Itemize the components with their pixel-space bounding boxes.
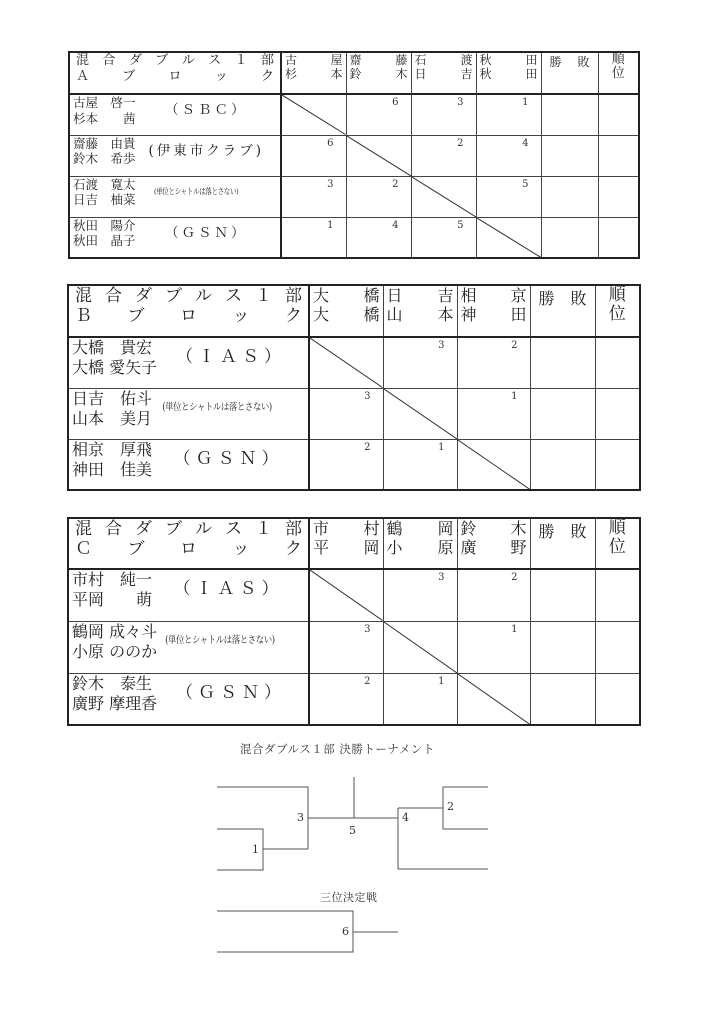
title-char: ッ [214,68,228,84]
win-label: 勝 [538,522,555,541]
club-name: (単位とシャトルは落とさない) [162,402,272,414]
title-char: ブ [165,519,182,539]
pair-name-cell [69,94,281,135]
match-number: 3 [364,390,371,402]
pair-name-cell [68,621,309,673]
player-name: 鶴岡 成々斗 [72,621,158,641]
self-match-cell [457,439,530,490]
win-loss-cell[interactable] [530,569,595,621]
match-cell[interactable] [411,135,476,176]
opponent-surname-char: 鈴 [460,519,477,538]
title-char: ス [225,519,242,539]
pair-name-cell [68,673,309,725]
player-row [68,388,640,439]
opponent-surname-char: 齋 [349,53,362,67]
opponent-surname-char: 杉 [285,67,298,82]
match-number: 1 [438,675,445,687]
match-number: 2 [511,572,518,583]
win-loss-cell[interactable] [530,621,595,673]
match-cell[interactable] [457,569,530,621]
opponent-surname-char: 岡 [363,538,380,558]
title-char: ク [285,306,302,327]
match-cell[interactable] [476,94,541,135]
player-row [69,135,639,176]
title-char: ル [195,286,212,306]
opponent-surname-char: 大 [313,305,330,325]
diagonal-slash [384,389,457,439]
partner-name: 秋田 晶子 [73,233,136,249]
player-row [68,337,640,388]
rank-cell[interactable] [595,569,640,621]
opponent-surname-char: 本 [330,67,343,82]
match-number: 3 [438,340,445,351]
loss-label: 敗 [570,289,587,308]
title-char: ブ [165,286,182,306]
self-match-cell [309,569,383,621]
match-number: 2 [364,441,371,453]
diagonal-slash [458,674,530,725]
player-row [68,569,640,621]
club-name: （ＧＳＮ） [176,682,287,703]
title-char: ス [208,53,222,68]
block-title-cell [69,52,281,94]
diagonal-slash [412,177,476,217]
opponent-surname-char: 鈴 [349,67,362,82]
match-number: 5 [522,178,529,190]
partner-name: 大橋 愛矢子 [72,358,158,377]
title-char: 合 [102,53,116,68]
block-title-line1 [75,286,302,306]
title-char: 部 [285,286,302,306]
title-char: 混 [75,286,92,306]
pair-name-cell [69,176,281,217]
match-number: 5 [457,219,464,231]
title-char: １ [255,519,272,539]
opponent-surname-char: 木 [510,519,527,538]
title-char: ク [260,68,274,84]
match-number: 6 [327,137,334,149]
title-char: ル [181,53,195,68]
title-char: 部 [260,53,274,68]
title-char: ッ [232,306,250,327]
diagonal-slash [384,622,457,673]
match-number: 4 [522,137,529,149]
opponent-surname-char: 橋 [363,286,380,305]
partner-name: 山本 美月 [72,408,153,428]
match-cell[interactable] [476,176,541,217]
rank-cell[interactable] [598,135,639,176]
rank-char: 位 [608,536,626,557]
player-row [68,621,640,673]
win-loss-cell[interactable] [541,135,598,176]
opponent-surname-char: 石 [414,53,427,67]
opponent-header [476,52,541,94]
match-label-5: 5 [349,824,356,837]
round-robin-table-b [67,284,641,491]
match-cell[interactable] [346,176,411,217]
title-char: 混 [76,53,90,68]
match-cell[interactable] [411,94,476,135]
match-cell[interactable] [309,673,383,725]
match-number: 2 [364,675,371,687]
bracket-third-place [217,911,353,952]
title-char: ダ [128,53,142,68]
diagonal-slash [282,95,346,135]
self-match-cell [476,217,541,258]
player-row [68,673,640,725]
self-match-cell [281,94,346,135]
pair-name-cell [68,388,309,439]
partner-name: 杉本 茜 [73,110,136,126]
opponent-surname-char: 橋 [363,305,380,325]
win-label: 勝 [549,55,562,69]
match-number: 6 [392,97,399,108]
block-title-line1 [75,519,302,539]
opponent-surname-char: 市 [313,519,330,538]
block-title-cell [68,518,309,569]
title-char: 混 [75,519,92,539]
opponent-surname-char: 鶴 [386,519,403,538]
title-char: Ｂ [75,306,92,327]
player-name: 市村 純一 [72,570,153,589]
bracket-right-m4 [398,808,488,869]
match-cell[interactable] [457,337,530,388]
self-match-cell [346,135,411,176]
opponent-surname-char: 古 [285,53,298,67]
opponent-header [383,518,457,569]
opponent-surname-char: 秋 [479,67,492,82]
opponent-header [309,518,383,569]
block-title-line1 [76,53,274,69]
opponent-header [346,52,411,94]
match-number: 3 [364,623,371,635]
opponent-header [457,518,530,569]
match-label-6: 6 [342,925,349,938]
win-label: 勝 [538,289,555,308]
win-loss-cell[interactable] [530,439,595,490]
rank-header [595,285,640,337]
opponent-surname-char: 田 [510,305,527,325]
club-name: (単位とシャトルは落とさない) [153,187,238,197]
block-title-line2 [75,306,302,326]
pair-name-cell [68,337,309,388]
match-cell[interactable] [281,217,346,258]
match-number: 1 [522,97,529,108]
title-char: ロ [180,539,197,560]
tournament-title: 混合ダブルス１部 決勝トーナメント [240,742,435,756]
opponent-surname-char: 秋 [479,53,492,67]
rank-cell[interactable] [595,337,640,388]
opponent-surname-char: 相 [460,286,477,305]
opponent-surname-char: 山 [386,305,403,325]
rank-cell[interactable] [595,439,640,490]
title-char: Ｃ [75,539,92,560]
rank-char: 位 [611,66,625,82]
club-name: （ＧＳＮ） [165,224,248,241]
title-char: ブ [127,306,145,327]
match-cell[interactable] [309,439,383,490]
match-cell[interactable] [457,621,530,673]
partner-name: 神田 佳美 [72,459,153,479]
partner-name: 廣野 摩理香 [72,693,158,713]
match-number: 2 [457,137,464,149]
opponent-surname-char: 藤 [395,53,408,67]
opponent-surname-char: 大 [313,286,330,305]
title-char: ブ [155,53,169,68]
partner-name: 平岡 萌 [72,590,153,609]
rank-cell[interactable] [595,388,640,439]
win-loss-cell[interactable] [530,388,595,439]
match-number: 3 [457,97,464,108]
player-name: 齋藤 由貴 [73,135,136,151]
club-name: （ＩＡＳ） [176,347,287,368]
win-loss-cell[interactable] [541,94,598,135]
header-row [69,52,639,94]
opponent-surname-char: 原 [437,538,454,558]
loss-label: 敗 [570,522,587,541]
opponent-surname-char: 日 [386,286,403,305]
club-name: (単位とシャトルは落とさない) [165,635,275,647]
match-number: 4 [392,219,399,231]
title-char: ク [285,539,302,560]
self-match-cell [383,388,457,439]
opponent-surname-char: 平 [313,538,330,558]
rank-char: 順 [611,52,625,67]
rank-cell[interactable] [595,621,640,673]
match-cell[interactable] [281,135,346,176]
match-cell[interactable] [383,439,457,490]
opponent-surname-char: 岡 [437,519,454,538]
rank-header [598,52,639,94]
match-label-4: 4 [402,811,409,824]
rank-cell[interactable] [598,94,639,135]
player-row [69,94,639,135]
player-row [69,176,639,217]
opponent-header [383,285,457,337]
match-number: 1 [327,219,334,231]
opponent-surname-char: 日 [414,67,427,82]
match-cell[interactable] [383,337,457,388]
player-row [68,439,640,490]
self-match-cell [457,673,530,725]
club-name: （ＧＳＮ） [173,448,284,469]
block-title-cell [68,285,309,337]
player-name: 大橋 貴宏 [72,338,153,357]
rank-cell[interactable] [598,176,639,217]
match-number: 1 [511,390,518,402]
title-char: Ａ [76,68,90,84]
match-cell[interactable] [411,217,476,258]
player-name: 古屋 啓一 [73,95,136,110]
player-name: 石渡 寛太 [73,176,136,192]
match-cell[interactable] [346,94,411,135]
match-cell[interactable] [346,217,411,258]
win-loss-header [530,518,595,569]
match-number: 1 [511,623,518,635]
title-char: ダ [135,286,152,306]
header-row [68,518,640,569]
rank-header [595,518,640,569]
partner-name: 鈴木 希歩 [73,151,136,167]
diagonal-slash [310,338,383,388]
opponent-surname-char: 屋 [330,53,343,67]
title-char: ダ [135,519,152,539]
opponent-surname-char: 吉 [437,286,454,305]
title-char: ッ [232,539,250,560]
opponent-surname-char: 廣 [460,538,477,558]
diagonal-slash [347,136,411,176]
player-name: 相京 厚飛 [72,439,153,459]
pair-name-cell [69,135,281,176]
pair-name-cell [68,439,309,490]
title-char: ブ [127,539,145,560]
title-char: 合 [105,286,122,306]
opponent-surname-char: 小 [386,538,403,558]
club-name: (伊東市クラブ) [148,142,265,159]
partner-name: 小原 ののか [72,641,158,661]
match-cell[interactable] [383,569,457,621]
match-cell[interactable] [457,388,530,439]
opponent-surname-char: 吉 [460,67,473,82]
title-char: １ [234,53,248,68]
header-row [68,285,640,337]
rank-char: 順 [608,518,626,538]
title-char: ロ [180,306,197,327]
self-match-cell [309,337,383,388]
match-cell[interactable] [281,176,346,217]
win-loss-header [541,52,598,94]
club-name: （ＩＡＳ） [173,579,284,600]
title-char: ル [195,519,212,539]
win-loss-cell[interactable] [530,673,595,725]
match-label-3: 3 [297,811,304,824]
diagonal-slash [458,440,530,490]
win-loss-cell[interactable] [530,337,595,388]
opponent-header [281,52,346,94]
match-label-2: 2 [447,800,454,813]
match-number: 1 [438,441,445,453]
rank-cell[interactable] [595,673,640,725]
opponent-header [457,285,530,337]
win-loss-cell[interactable] [541,176,598,217]
block-title-line2 [75,539,302,559]
bracket-left-top [217,787,308,849]
opponent-surname-char: 田 [525,53,538,67]
match-label-1: 1 [252,843,259,856]
match-number: 3 [438,572,445,583]
title-char: 合 [105,519,122,539]
pair-name-cell [69,217,281,258]
self-match-cell [383,621,457,673]
opponent-surname-char: 田 [525,67,538,82]
diagonal-slash [477,218,541,258]
win-loss-header [530,285,595,337]
opponent-header [309,285,383,337]
match-cell[interactable] [383,673,457,725]
title-char: 部 [285,519,302,539]
opponent-surname-char: 野 [510,538,527,558]
opponent-surname-char: 木 [395,67,408,82]
partner-name: 日吉 柚菜 [73,192,136,208]
title-char: １ [255,286,272,306]
win-loss-cell[interactable] [541,217,598,258]
match-number: 2 [392,178,399,190]
rank-char: 位 [608,303,626,324]
third-place-title: 三位決定戦 [320,891,378,904]
opponent-surname-char: 京 [510,286,527,305]
opponent-surname-char: 渡 [460,53,473,67]
opponent-surname-char: 神 [460,305,477,325]
match-number: 2 [511,340,518,351]
diagonal-slash [310,570,383,621]
opponent-surname-char: 村 [363,519,380,538]
rank-cell[interactable] [598,217,639,258]
match-cell[interactable] [309,388,383,439]
block-title-line2 [76,69,274,85]
title-char: ロ [168,68,182,84]
title-char: ブ [122,68,136,84]
player-row [69,217,639,258]
match-cell[interactable] [309,621,383,673]
match-cell[interactable] [476,135,541,176]
opponent-header [411,52,476,94]
player-name: 日吉 佑斗 [72,388,153,408]
round-robin-table-a [68,51,640,259]
round-robin-table-c [67,517,641,726]
club-name: （ＳＢＣ） [165,102,248,119]
opponent-surname-char: 本 [437,305,454,325]
match-number: 3 [327,178,334,190]
player-name: 秋田 陽介 [73,217,136,233]
loss-label: 敗 [577,55,590,69]
player-name: 鈴木 泰生 [72,673,153,693]
title-char: ス [225,286,242,306]
self-match-cell [411,176,476,217]
rank-char: 順 [608,285,626,305]
pair-name-cell [68,569,309,621]
